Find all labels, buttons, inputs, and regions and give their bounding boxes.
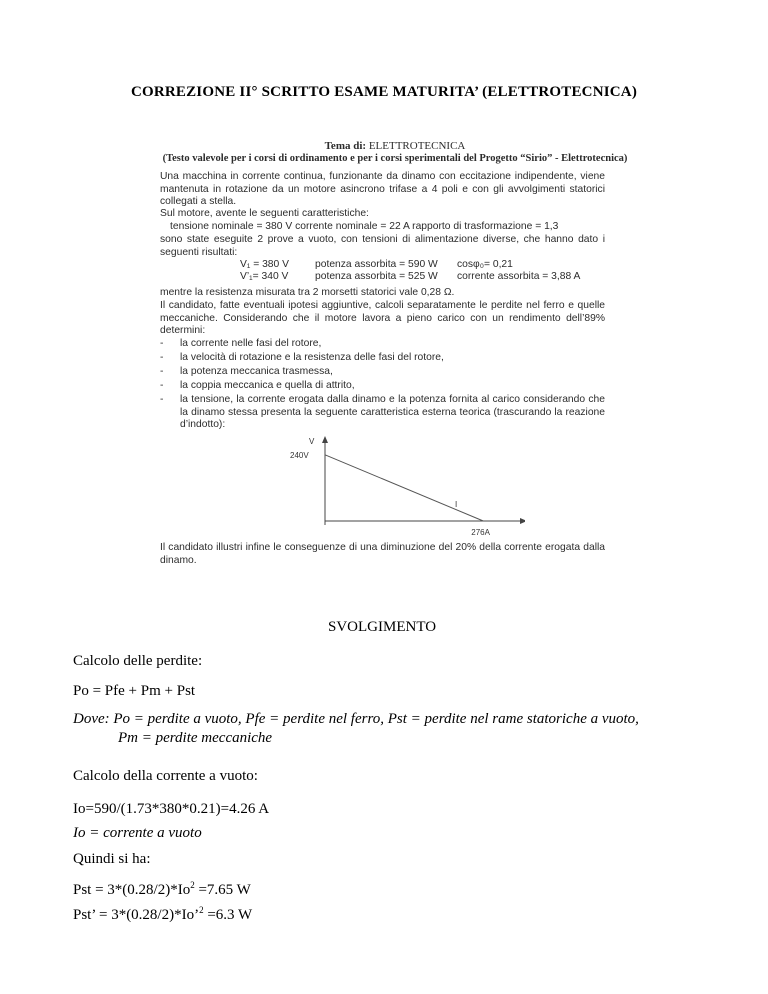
losses-equation: Po = Pfe + Pm + Pst [73,683,196,699]
y-tick-label: 240V [290,450,309,460]
stator-resistance: mentre la resistenza misurata tra 2 morsetti statorici vale 0,28 Ω. [160,287,455,298]
x-axis-arrow [520,518,525,524]
y-axis-label: V [309,437,315,446]
bullet-dash: - [160,380,164,391]
no-load-current-equation: Io=590/(1.73*380*0.21)=4.26 A [73,801,270,817]
current-title: Calcolo della corrente a vuoto: [73,768,258,784]
copper-loss-equation-2 [73,907,252,924]
test2-current: corrente assorbita = 3,88 A [457,271,581,282]
solution-heading: SVOLGIMENTO [328,619,437,635]
x-axis-label: I [455,500,458,509]
exam-intro: Una macchina in corrente continua, funzionante da dinamo con eccitazione indipendente, viene mantenuta in rotazione da un motore asincrono trifase a 4 poli e con gli avvolgimenti statorici collegati a stella. [160,171,605,208]
no-load-current-definition: Io = corrente a vuoto [73,825,202,841]
quindi-text: Quindi si ha: [73,851,151,867]
x-tick-label: 276A [471,528,490,537]
bullet-dash: - [160,352,164,363]
copper-loss-equation-1 [73,882,251,899]
test2-voltage: V’₁= 340 V [240,271,289,282]
exam-subject-value: ELETTROTECNICA [368,140,466,152]
exam-subject-label: Tema di: [324,140,367,152]
definitions-line-1: Dove: Po = perdite a vuoto, Pfe = perdite nel ferro, Pst = perdite nel rame statoriche a vuoto, [73,711,639,727]
equation-rhs: =6.3 W [203,907,253,923]
exam-header: (Testo valevole per i corsi di ordinamento e per i corsi sperimentali del Progetto “Sirio” - Elettrotecnica) [162,153,628,164]
motor-nominal-data: tensione nominale = 380 V corrente nominale = 22 A rapporto di trasformazione = 1,3 [170,221,559,232]
bullet-text: la tensione, la corrente erogata dalla dinamo e la potenza fornita al carico considerando che la dinamo stessa presenta la seguente caratteristica esterna teorica (trascurando la reazione d’indotto): [180,394,605,431]
bullet-dash: - [160,394,164,405]
final-instruction: Il candidato illustri infine le conseguenze di una diminuzione del 20% della corrente erogata dalla dinamo. [160,542,605,566]
equation-lhs: Pst’ = 3*(0.28/2)*Io’ [73,907,200,923]
bullet-text: la corrente nelle fasi del rotore, [180,338,322,349]
bullet-text: la velocità di rotazione e la resistenza delle fasi del rotore, [180,352,444,363]
equation-rhs: =7.65 W [194,882,251,898]
characteristic-line [325,455,483,521]
exam-subject-line [160,140,630,153]
dynamo-characteristic-chart [285,435,525,540]
document-title: CORREZIONE II° SCRITTO ESAME MATURITA’ (ELETTROTECNICA) [130,84,638,100]
test1-power: potenza assorbita = 590 W [315,259,438,270]
motor-intro: Sul motore, avente le seguenti caratteristiche: [160,208,369,219]
losses-title: Calcolo delle perdite: [73,653,203,669]
bullet-dash: - [160,338,164,349]
test1-cosphi: cosφ₀= 0,21 [457,259,513,270]
equation-exponent: 2 [199,905,204,915]
y-axis-arrow [322,436,328,443]
tests-intro: sono state eseguite 2 prove a vuoto, con tensioni di alimentazione diverse, che hanno dato i seguenti risultati: [160,234,605,258]
equation-lhs: Pst = 3*(0.28/2)*Io [73,882,191,898]
bullet-dash: - [160,366,164,377]
bullet-text: la potenza meccanica trasmessa, [180,366,333,377]
equation-exponent: 2 [190,880,195,890]
test1-voltage: V₁ = 380 V [240,259,289,270]
bullet-text: la coppia meccanica e quella di attrito, [180,380,355,391]
candidate-instructions: Il candidato, fatte eventuali ipotesi aggiuntive, calcoli separatamente le perdite nel ferro e quelle meccaniche. Considerando che il motore lavora a pieno carico con un rendimento dell’89% determini: [160,300,605,337]
test2-power: potenza assorbita = 525 W [315,271,438,282]
definitions-line-2: Pm = perdite meccaniche [118,730,273,746]
